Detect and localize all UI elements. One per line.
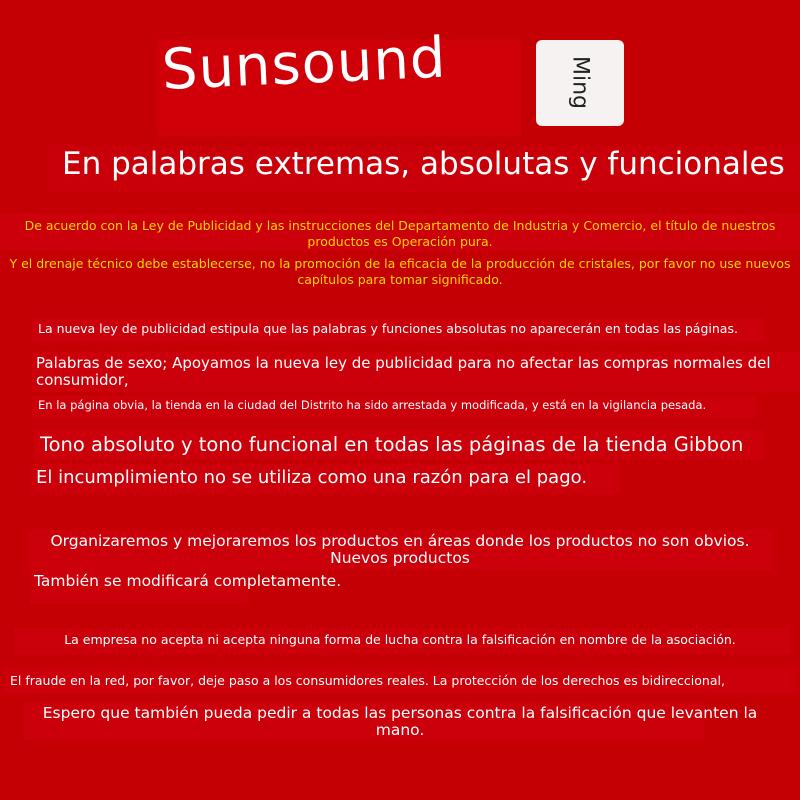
text-line-5: El incumplimiento no se utiliza como una razón para el pago.: [36, 467, 588, 488]
text-line-10: El fraude en la red, por favor, deje paso a los consumidores reales. La protección de los derechos es bidireccional,: [10, 673, 725, 688]
text-line-3: En la página obvia, la tienda en la ciudad del Distrito ha sido arrestada y modificada, y está en la vigilancia pesada.: [38, 398, 707, 412]
text-line-11: Espero que también pueda pedir a todas las personas contra la falsificación que levanten la mano.: [42, 704, 758, 739]
brand-tag-text: Ming: [567, 56, 593, 110]
headline: En palabras extremas, absolutas y funcionales: [62, 146, 785, 182]
brand-logo-text: Sunsound: [160, 25, 448, 103]
text-line-8: También se modificará completamente.: [34, 572, 342, 590]
text-line-7: Nuevos productos: [330, 549, 470, 567]
notice-2: Y el drenaje técnico debe establecerse, no la promoción de la eficacia de la producción de cristales, por favor no use nuevos capítulos para tomar significado.: [9, 256, 791, 287]
text-line-9: La empresa no acepta ni acepta ninguna forma de lucha contra la falsificación en nombre de la asociación.: [64, 632, 736, 647]
text-line-1: La nueva ley de publicidad estipula que las palabras y funciones absolutas no aparecerán en todas las páginas.: [38, 321, 738, 336]
text-line-6: Organizaremos y mejoraremos los productos en áreas donde los productos no son obvios.: [50, 532, 750, 550]
text-line-2: Palabras de sexo; Apoyamos la nueva ley de publicidad para no afectar las compras normales del consumidor,: [36, 354, 771, 389]
notice-1: De acuerdo con la Ley de Publicidad y las instrucciones del Departamento de Industria y Comercio, el título de nuestros productos es Operación pura.: [24, 218, 776, 249]
text-line-4: Tono absoluto y tono funcional en todas las páginas de la tienda Gibbon: [40, 433, 744, 456]
